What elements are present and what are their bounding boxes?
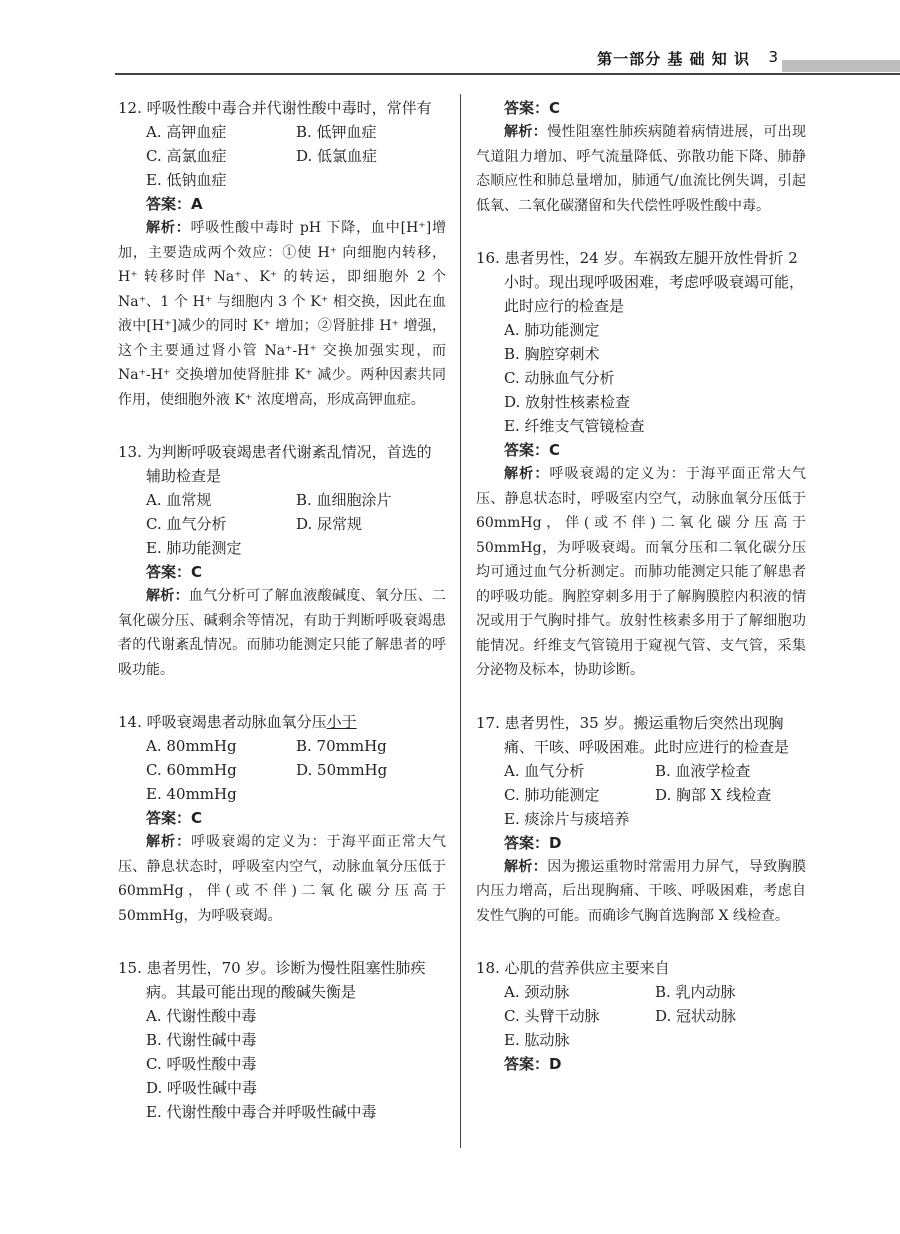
question-14: [118, 710, 446, 928]
question-18: [476, 956, 806, 1076]
explanation-label: 解析：: [504, 466, 550, 482]
question-stem: 16. 患者男性，24 岁。车祸致左腿开放性骨折 2 小时。现出现呼吸困难，考虑呼吸衰竭可能，此时应行的检查是: [476, 249, 805, 315]
option-e: E. 痰涂片与痰培养: [504, 809, 630, 828]
option-a: A. 代谢性酸中毒: [146, 1007, 257, 1025]
answer: 答案：C: [504, 99, 561, 117]
question-stem: [118, 710, 446, 734]
option-list: [476, 318, 806, 438]
explanation: [118, 584, 446, 682]
answer: 答案：C: [504, 441, 561, 459]
option-d: D. 尿常规: [296, 515, 363, 533]
section-title: 第一部分 基 础 知 识: [597, 50, 750, 68]
question-16: [476, 246, 806, 683]
option-b: B. 70mmHg: [296, 737, 387, 755]
option-list: [476, 759, 806, 831]
left-column: [118, 96, 446, 1152]
option-c: C. 血气分析: [146, 515, 227, 533]
question-stem: 17. 患者男性，35 岁。搬运重物后突然出现胸痛、干咳、呼吸困难。此时应进行的检查是: [476, 713, 790, 756]
header-decoration-bar: [782, 60, 900, 72]
explanation: [476, 120, 806, 218]
option-d: D. 冠状动脉: [655, 1007, 737, 1025]
option-e: E. 代谢性酸中毒合并呼吸性碱中毒: [146, 1103, 377, 1121]
option-d: D. 50mmHg: [296, 761, 388, 779]
option-b: B. 低钾血症: [296, 123, 377, 141]
option-b: B. 乳内动脉: [655, 983, 736, 1001]
option-a: A. 血气分析: [504, 761, 585, 780]
explanation-label: 解析：: [146, 834, 192, 850]
explanation-label: 解析：: [504, 858, 548, 875]
option-d: D. 呼吸性碱中毒: [146, 1079, 258, 1097]
explanation-label: 解析：: [504, 124, 548, 140]
right-column: [476, 96, 806, 1104]
header-rule: [115, 73, 900, 75]
option-a: A. 80mmHg: [146, 737, 237, 755]
explanation-text: 呼吸衰竭的定义为：于海平面正常大气压、静息状态时，呼吸室内空气，动脉血氧分压低于 60mmHg，伴(或不伴)二氧化碳分压高于 50mmHg，为呼吸衰竭。: [118, 834, 447, 924]
option-list: [118, 120, 446, 192]
option-c: C. 60mmHg: [146, 761, 237, 779]
option-a: A. 肺功能测定: [504, 321, 600, 339]
explanation-text: 呼吸性酸中毒时 pH 下降，血中[H⁺]增加，主要造成两个效应：①使 H⁺ 向细胞内转移，H⁺ 转移时伴 Na⁺、K⁺ 的转运，即细胞外 2 个 Na⁺、1 个 H⁺ 与细胞内 3 个 K⁺ 相交换，因此在血液中[H⁺]减少的同时 K⁺ 增加；②肾脏排 H⁺ 增强，这个主要通过肾小管 Na⁺-H⁺ 交换加强实现，而 Na⁺-H⁺ 交换增加使肾脏排 K⁺ 减少。两种因素共同作用，使细胞外液 K⁺ 浓度增高，形成高钾血症。: [118, 220, 447, 408]
option-b: B. 代谢性碱中毒: [146, 1031, 257, 1049]
option-d: D. 放射性核素检查: [504, 393, 631, 411]
option-list: [118, 488, 446, 560]
option-list: [476, 980, 806, 1052]
option-a: A. 血常规: [146, 491, 212, 509]
option-d: D. 低氯血症: [296, 147, 378, 165]
explanation: [476, 462, 806, 683]
explanation-text: 因为搬运重物时常需用力屏气，导致胸膜内压力增高，后出现胸痛、干咳、呼吸困难，考虑自发性气胸的可能。而确诊气胸首选胸部 X 线检查。: [476, 858, 807, 924]
question-stem: 12. 呼吸性酸中毒合并代谢性酸中毒时，常伴有: [118, 99, 432, 117]
option-list: [118, 1004, 446, 1124]
question-13: [118, 440, 446, 682]
option-c: C. 呼吸性酸中毒: [146, 1055, 257, 1073]
explanation-label: 解析：: [146, 220, 191, 236]
option-e: E. 40mmHg: [146, 785, 237, 803]
underlined-keyword: 小于: [326, 713, 357, 731]
question-stem: 13. 为判断呼吸衰竭患者代谢紊乱情况，首选的辅助检查是: [118, 443, 432, 485]
option-e: E. 纤维支气管镜检查: [504, 417, 645, 435]
page-number: 3: [768, 48, 778, 66]
question-15-continued: [476, 96, 806, 218]
option-b: B. 血液学检查: [655, 761, 751, 780]
answer: 答案：D: [504, 1055, 562, 1073]
option-list: [118, 734, 446, 806]
explanation-text: 慢性阻塞性肺疾病随着病情进展，可出现气道阻力增加、呼气流量降低、弥散功能下降、肺静态顺应性和肺总量增加，肺通气/血流比例失调，引起低氧、二氧化碳潴留和失代偿性呼吸性酸中毒。: [476, 124, 807, 214]
question-17: [476, 711, 806, 929]
option-a: A. 高钾血症: [146, 123, 227, 141]
answer: 答案：D: [504, 833, 562, 852]
option-b: B. 血细胞涂片: [296, 491, 392, 509]
explanation: [476, 855, 806, 929]
question-stem: 18. 心肌的营养供应主要来自: [476, 959, 670, 977]
option-d: D. 胸部 X 线检查: [655, 785, 772, 804]
explanation-text: 血气分析可了解血液酸碱度、氧分压、二氧化碳分压、碱剩余等情况，有助于判断呼吸衰竭患者的代谢紊乱情况。而肺功能测定只能了解患者的呼吸功能。: [118, 588, 447, 678]
option-e: E. 低钠血症: [146, 171, 227, 189]
question-stem-text: 14. 呼吸衰竭患者动脉血氧分压: [118, 713, 327, 731]
option-e: E. 肱动脉: [504, 1031, 570, 1049]
column-divider: [460, 94, 461, 1148]
running-header: [115, 46, 900, 76]
answer: 答案：A: [146, 195, 203, 213]
explanation: [118, 216, 446, 412]
explanation: [118, 830, 446, 928]
option-a: A. 颈动脉: [504, 983, 570, 1001]
option-c: C. 高氯血症: [146, 147, 227, 165]
answer: 答案：C: [146, 563, 203, 581]
explanation-text: 呼吸衰竭的定义为：于海平面正常大气压、静息状态时，呼吸室内空气，动脉血氧分压低于 60mmHg，伴(或不伴)二氧化碳分压高于 50mmHg，为呼吸衰竭。而氧分压和二氧化碳分压均可通过血气分析测定。而肺功能测定只能了解患者的呼吸功能。胸腔穿刺多用于了解胸膜腔内积液的情况或用于气胸时排气。放射性核素多用于了解细胞功能情况。纤维支气管镜用于窥视气管、支气管，采集分泌物及标本，协助诊断。: [476, 466, 807, 678]
option-c: C. 头臂干动脉: [504, 1007, 600, 1025]
option-b: B. 胸腔穿刺术: [504, 345, 600, 363]
answer: 答案：C: [146, 809, 203, 827]
question-stem: 15. 患者男性，70 岁。诊断为慢性阻塞性肺疾病。其最可能出现的酸碱失衡是: [118, 959, 426, 1001]
option-c: C. 动脉血气分析: [504, 369, 615, 387]
explanation-label: 解析：: [146, 588, 189, 604]
question-15: [118, 956, 446, 1124]
option-c: C. 肺功能测定: [504, 785, 600, 804]
option-e: E. 肺功能测定: [146, 539, 242, 557]
question-12: [118, 96, 446, 412]
